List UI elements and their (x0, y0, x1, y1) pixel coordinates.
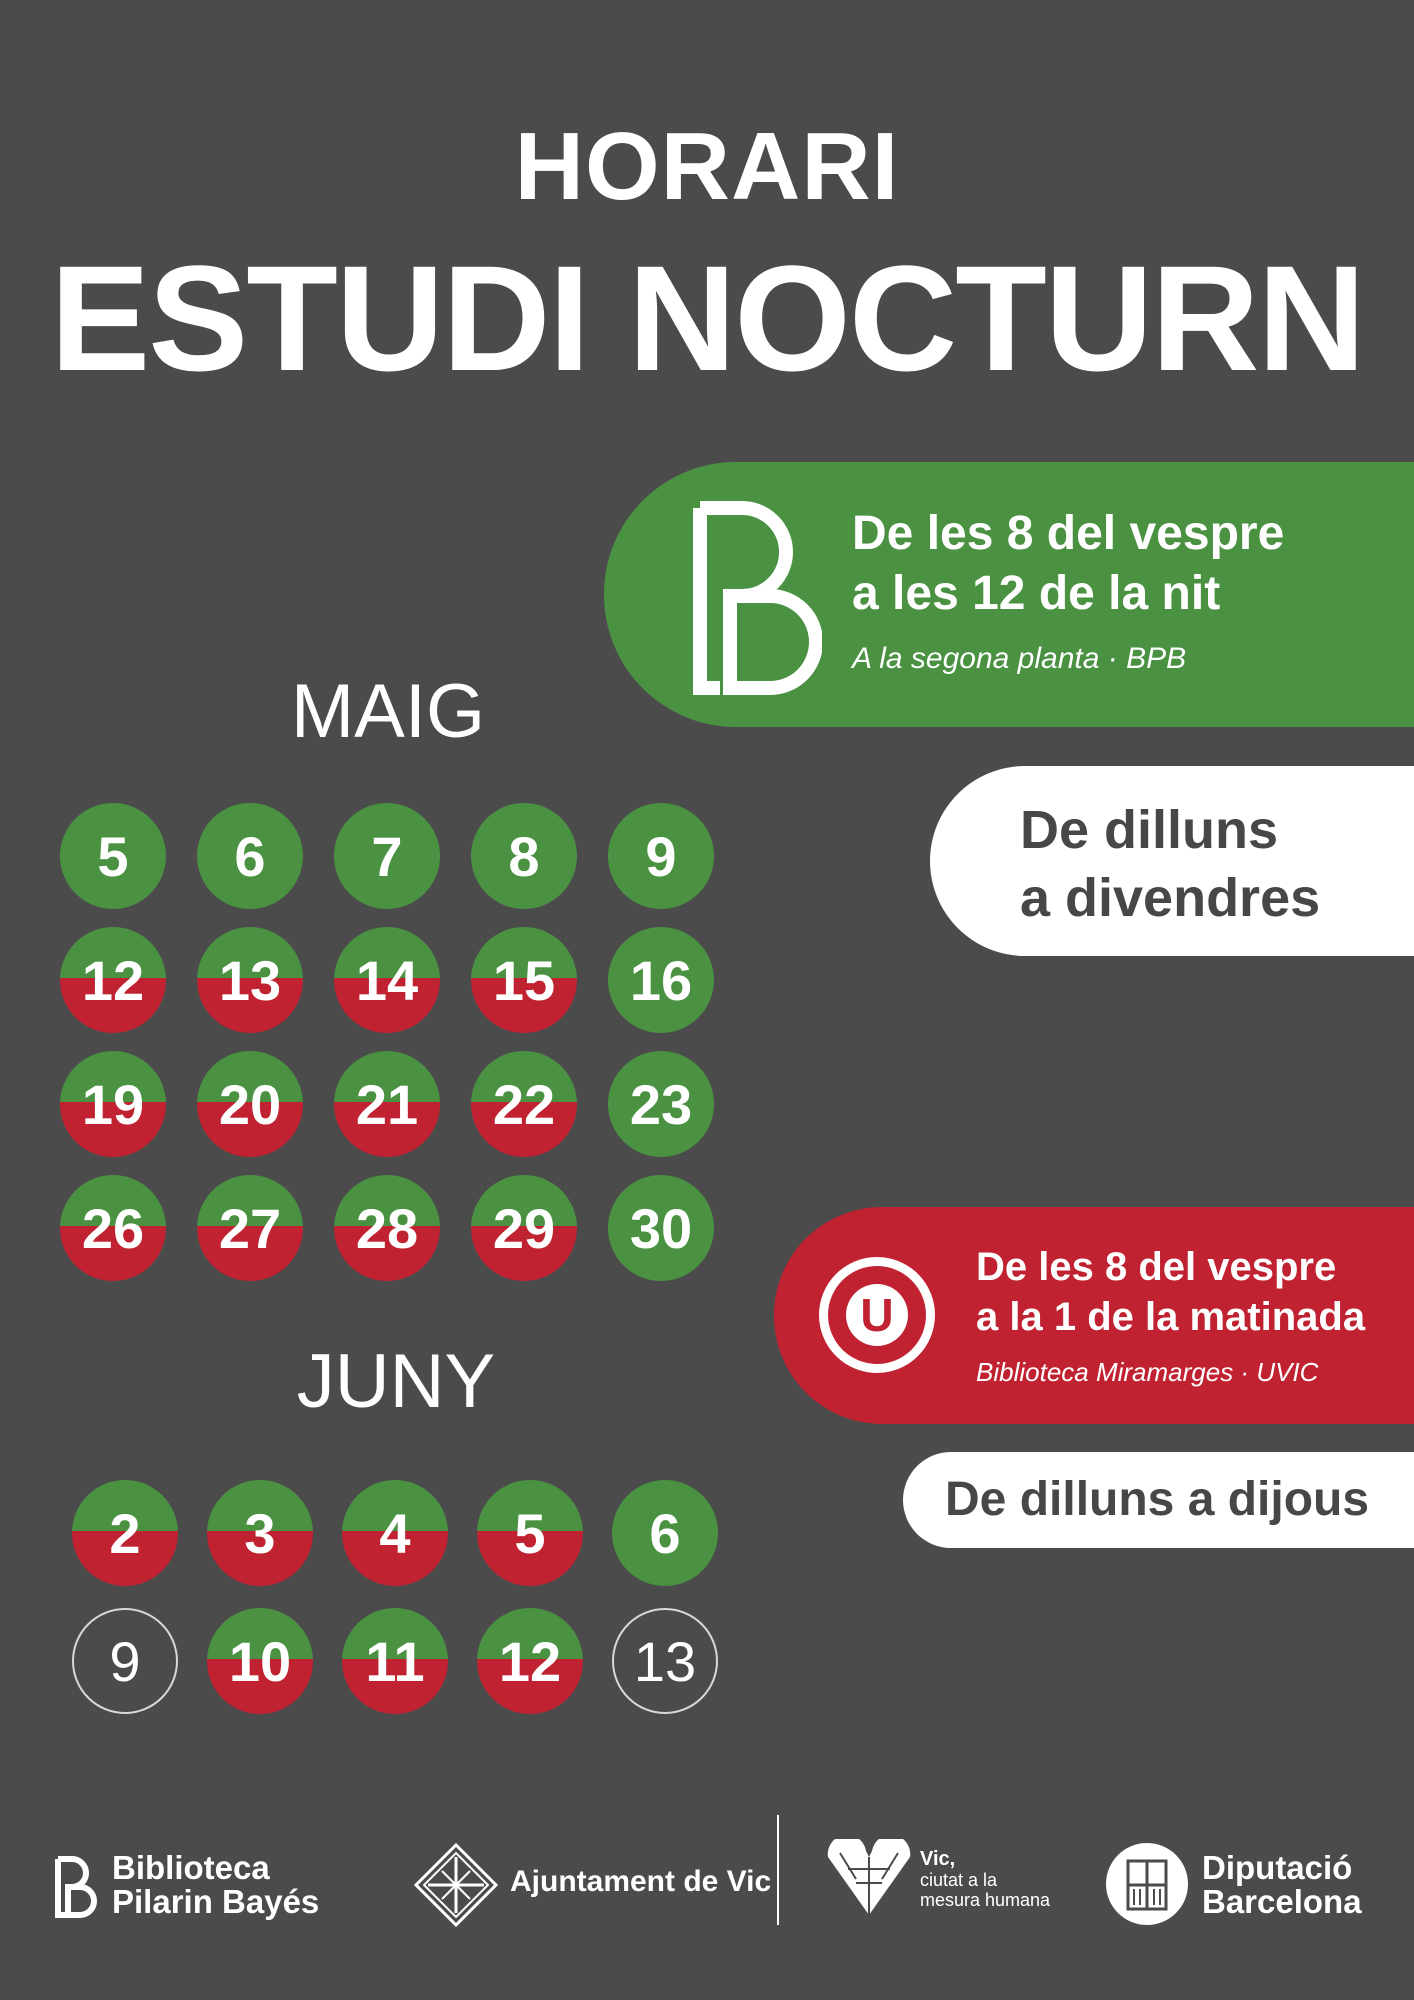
uvic-hours-line2: a la 1 de la matinada (976, 1295, 1366, 1339)
U-letter: U (846, 1284, 908, 1346)
diputacio-text-line1: Diputació (1202, 1849, 1353, 1886)
U-circle-logo-icon (819, 1257, 935, 1373)
calendar-may-day: 19 (60, 1051, 166, 1157)
calendar-june-day: 11 (342, 1608, 448, 1714)
library-B-logo-icon (692, 500, 822, 696)
bpb-schedule-banner (604, 462, 1414, 727)
calendar-june-day: 6 (612, 1480, 718, 1586)
bpb-days-pill (930, 766, 1414, 956)
bpb-hours-line2: a les 12 de la nit (852, 567, 1221, 620)
calendar-may-day: 26 (60, 1175, 166, 1281)
vic-text-line3: mesura humana (920, 1890, 1051, 1910)
calendar-may-day: 29 (471, 1175, 577, 1281)
bpb-location: A la segona planta · BPB (852, 642, 1187, 675)
calendar-may-day: 16 (608, 927, 714, 1033)
calendar-may-day: 7 (334, 803, 440, 909)
calendar-june-day: 13 (612, 1608, 718, 1714)
month-label-may: MAIG (290, 669, 486, 754)
calendar-may-day: 5 (60, 803, 166, 909)
calendar-may-day: 6 (197, 803, 303, 909)
calendar-may-day: 13 (197, 927, 303, 1033)
calendar-june-day: 5 (477, 1480, 583, 1586)
diputacio-seal-icon (1106, 1843, 1188, 1925)
footer-logos (0, 1815, 1414, 1935)
title-horari: HORARI (514, 113, 900, 220)
calendar-may-day: 30 (608, 1175, 714, 1281)
calendar-may-day: 8 (471, 803, 577, 909)
uvic-hours-line1: De les 8 del vespre (976, 1245, 1337, 1289)
diputacio-text-line2: Barcelona (1202, 1883, 1362, 1920)
footer-divider (777, 1815, 779, 1925)
calendar-may-day: 23 (608, 1051, 714, 1157)
bpb-days-line1: De dilluns (1020, 800, 1279, 860)
calendar-june-day: 2 (72, 1480, 178, 1586)
calendar-may-day: 21 (334, 1051, 440, 1157)
vic-text-line1: Vic, (920, 1848, 956, 1870)
calendar-may-day: 14 (334, 927, 440, 1033)
bpb-logo-line2: Pilarin Bayés (112, 1883, 320, 1920)
vic-v-logo-icon (826, 1839, 912, 1917)
title-estudi-nocturn: ESTUDI NOCTURN (50, 234, 1364, 402)
calendar-may-day: 27 (197, 1175, 303, 1281)
uvic-schedule-banner (774, 1207, 1414, 1424)
uvic-days-pill (903, 1452, 1414, 1548)
bpb-logo-icon (54, 1855, 98, 1919)
bpb-days-line2: a divendres (1020, 868, 1321, 928)
ajuntament-text: Ajuntament de Vic (510, 1865, 772, 1898)
calendar-june-day: 4 (342, 1480, 448, 1586)
calendar-june-day: 3 (207, 1480, 313, 1586)
calendar-may-day: 9 (608, 803, 714, 909)
uvic-location: Biblioteca Miramarges · UVIC (976, 1357, 1319, 1387)
calendar-june-day: 9 (72, 1608, 178, 1714)
bpb-logo-line1: Biblioteca (112, 1849, 270, 1886)
vic-text-line2: ciutat a la (920, 1870, 998, 1890)
calendar-may-day: 22 (471, 1051, 577, 1157)
uvic-days: De dilluns a dijous (945, 1473, 1370, 1526)
calendar-may-day: 20 (197, 1051, 303, 1157)
calendar-may-day: 12 (60, 927, 166, 1033)
ajuntament-shield-icon (414, 1843, 498, 1927)
month-label-june: JUNY (296, 1339, 496, 1424)
calendar-may-day: 15 (471, 927, 577, 1033)
bpb-hours-line1: De les 8 del vespre (852, 507, 1285, 560)
calendar-june-day: 12 (477, 1608, 583, 1714)
calendar-june-day: 10 (207, 1608, 313, 1714)
calendar-may-day: 28 (334, 1175, 440, 1281)
